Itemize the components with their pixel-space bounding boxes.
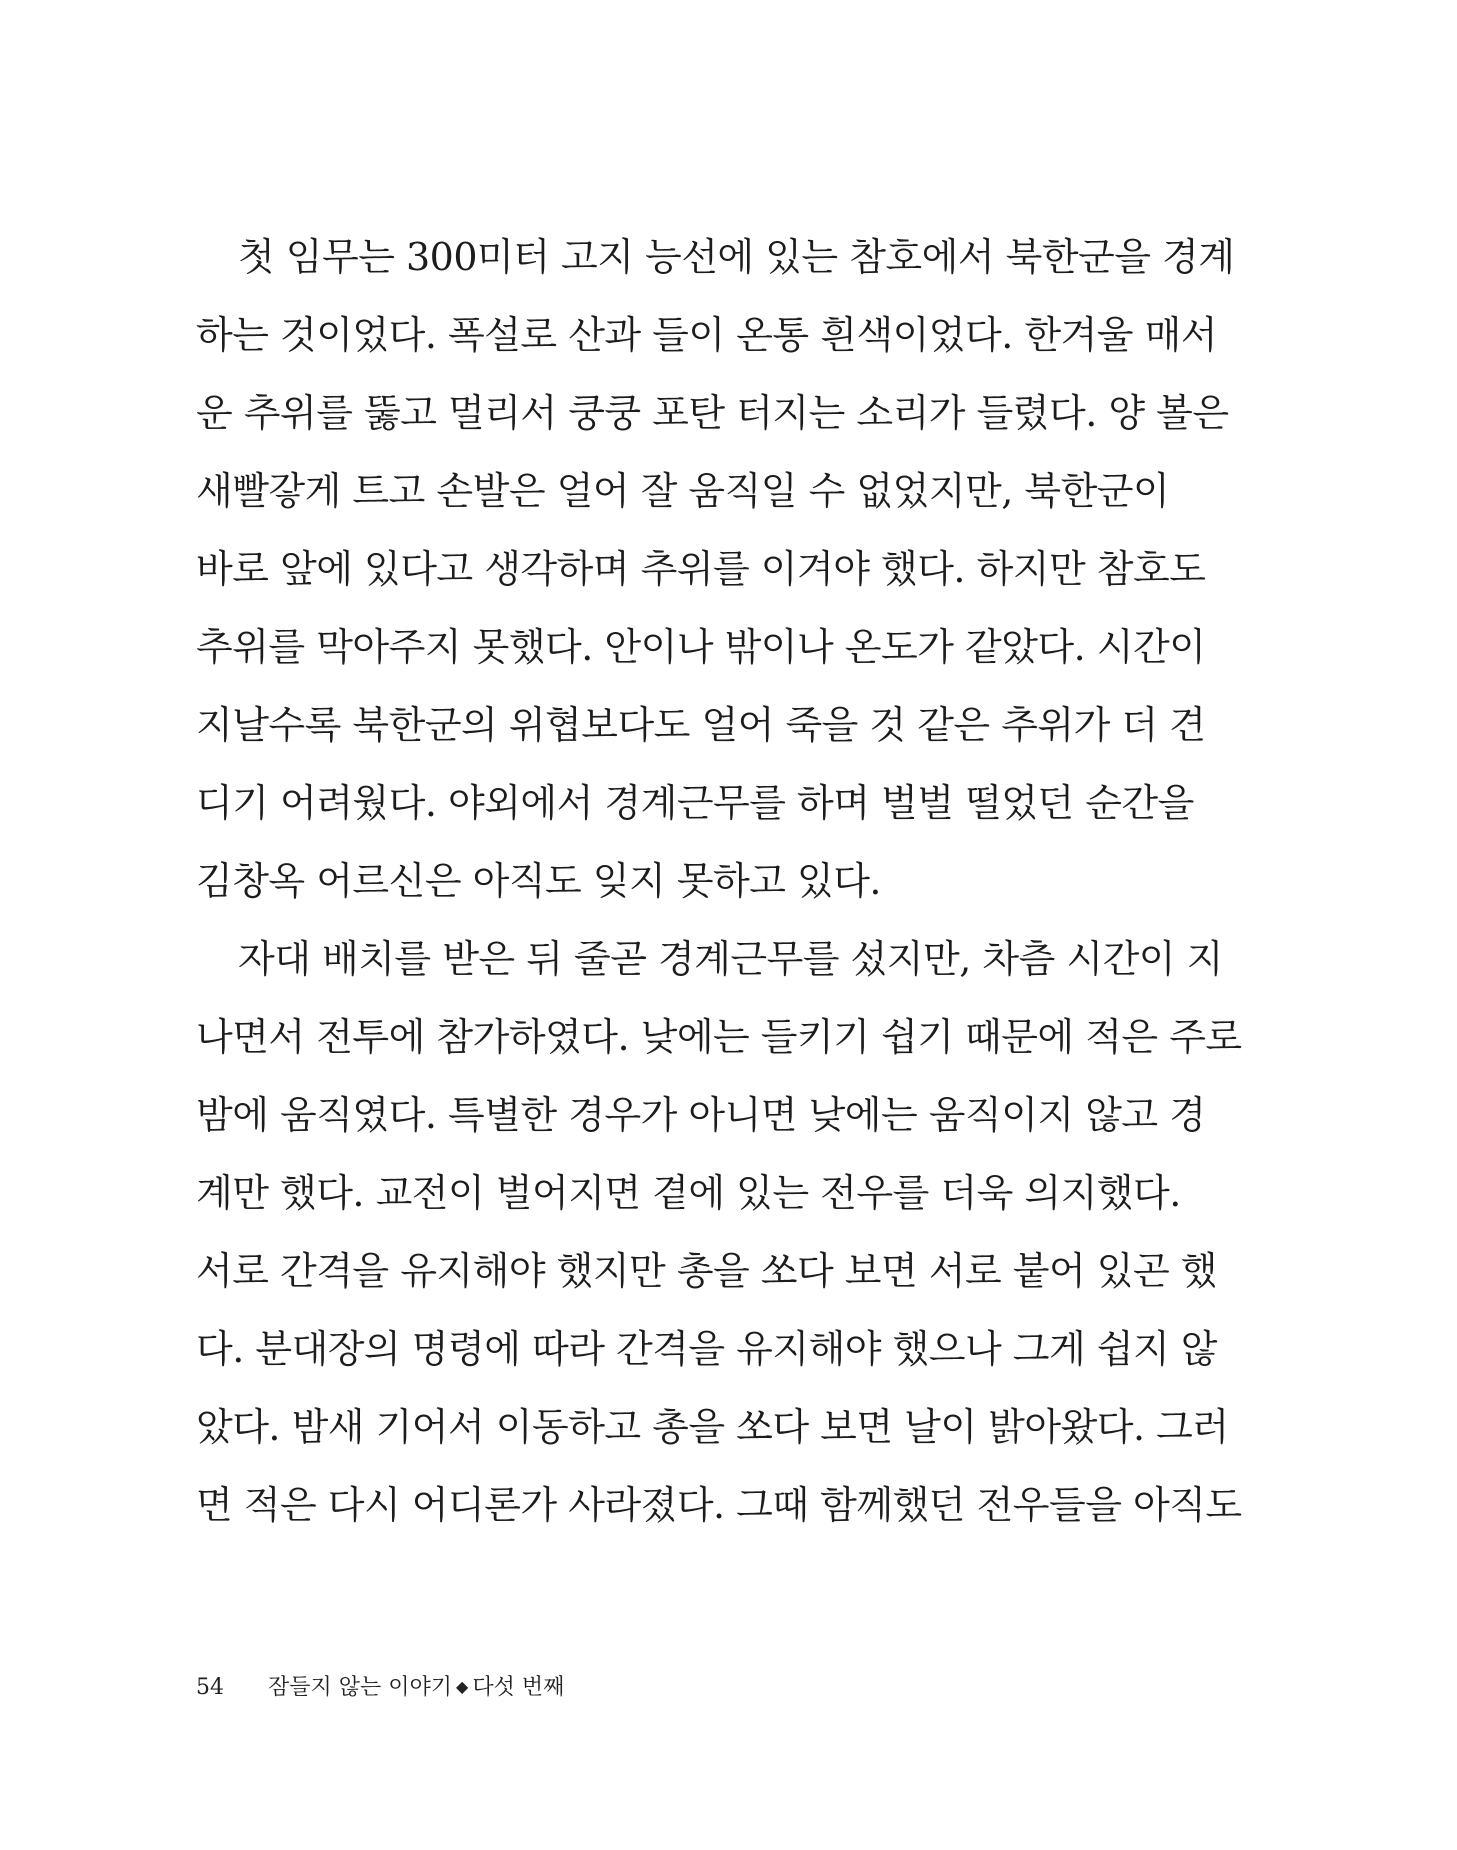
- text-line: 하는 것이었다. 폭설로 산과 들이 온통 흰색이었다. 한겨울 매서: [196, 313, 1217, 357]
- text-line: 다. 분대장의 명령에 따라 간격을 유지해야 했으나 그게 쉽지 않: [196, 1327, 1217, 1371]
- paragraph-2: [196, 920, 1242, 1544]
- text-line: 바로 앞에 있다고 생각하며 추위를 이겨야 했다. 하지만 참호도: [196, 547, 1206, 591]
- text-line: 나면서 전투에 참가하였다. 낮에는 들키기 쉽기 때문에 적은 주로: [196, 1015, 1242, 1059]
- diamond-separator-icon: ◆: [456, 1677, 469, 1696]
- text-line: 첫 임무는 300미터 고지 능선에 있는 참호에서 북한군을 경계: [238, 235, 1235, 279]
- text-line: 면 적은 다시 어디론가 사라졌다. 그때 함께했던 전우들을 아직도: [196, 1483, 1242, 1527]
- text-line: 자대 배치를 받은 뒤 줄곧 경계근무를 섰지만, 차츰 시간이 지: [238, 937, 1223, 981]
- text-line: 았다. 밤새 기어서 이동하고 총을 쏘다 보면 날이 밝아왔다. 그러: [196, 1405, 1229, 1449]
- page-footer: [196, 1672, 564, 1703]
- text-line: 추위를 막아주지 못했다. 안이나 밖이나 온도가 같았다. 시간이: [196, 625, 1206, 669]
- text-line: 지날수록 북한군의 위협보다도 얼어 죽을 것 같은 추위가 더 견: [196, 703, 1206, 747]
- section-label: 다섯 번째: [472, 1675, 565, 1700]
- text-line: 디기 어려웠다. 야외에서 경계근무를 하며 벌벌 떨었던 순간을: [196, 781, 1194, 825]
- page-number: 54: [196, 1675, 224, 1700]
- text-line: 운 추위를 뚫고 멀리서 쿵쿵 포탄 터지는 소리가 들렸다. 양 볼은: [196, 391, 1229, 435]
- text-line: 서로 간격을 유지해야 했지만 총을 쏘다 보면 서로 붙어 있곤 했: [196, 1249, 1217, 1293]
- text-line: 새빨갛게 트고 손발은 얼어 잘 움직일 수 없었지만, 북한군이: [196, 469, 1170, 513]
- book-title: 잠들지 않는 이야기: [268, 1675, 453, 1700]
- text-line: 계만 했다. 교전이 벌어지면 곁에 있는 전우를 더욱 의지했다.: [196, 1171, 1181, 1215]
- paragraph-1: [196, 218, 1235, 920]
- text-line: 밤에 움직였다. 특별한 경우가 아니면 낮에는 움직이지 않고 경: [196, 1093, 1206, 1137]
- text-line: 김창옥 어르신은 아직도 잊지 못하고 있다.: [196, 859, 882, 903]
- body-text: [196, 218, 1242, 1544]
